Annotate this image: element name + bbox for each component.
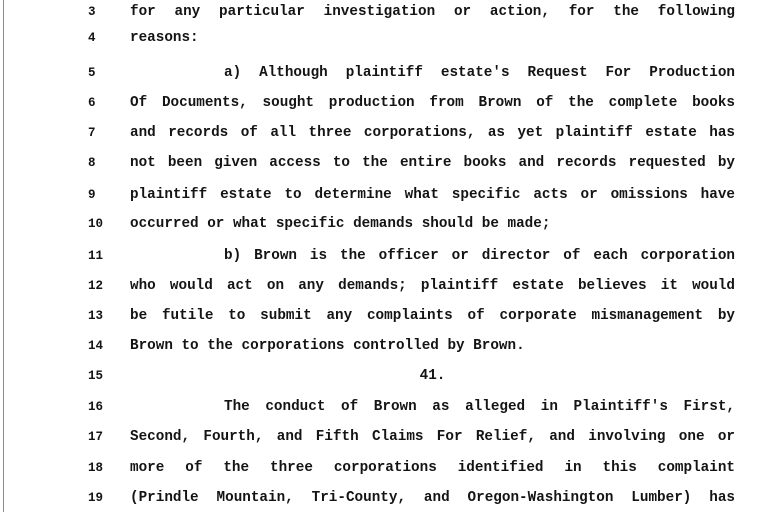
- line-number: 3: [88, 5, 96, 19]
- line-number: 13: [88, 309, 104, 323]
- line-text: Brown to the corporations controlled by Brown.: [130, 338, 525, 354]
- line-number: 14: [88, 339, 104, 353]
- pleading-line-5: [0, 61, 768, 85]
- line-text: and records of all three corporations, as yet plaintiff estate has: [130, 125, 735, 141]
- pleading-line-18: [0, 456, 768, 480]
- line-number: 12: [88, 279, 104, 293]
- line-number: 18: [88, 461, 104, 475]
- line-text: Of Documents, sought production from Brown of the complete books: [130, 95, 735, 111]
- pleading-line-13: [0, 304, 768, 328]
- line-text: reasons:: [130, 30, 199, 46]
- line-number: 8: [88, 156, 96, 170]
- line-number: 11: [88, 249, 104, 263]
- line-text: be futile to submit any complaints of corporate mismanagement by: [130, 308, 735, 324]
- pleading-line-12: [0, 274, 768, 298]
- paragraph-number: 41.: [419, 368, 446, 384]
- pleading-line-16: [0, 395, 768, 419]
- line-text: plaintiff estate to determine what specific acts or omissions have: [130, 187, 735, 203]
- pleading-line-6: [0, 91, 768, 115]
- pleading-line-9: [0, 183, 768, 207]
- pleading-line-19: [0, 486, 768, 510]
- line-number: 10: [88, 217, 104, 231]
- line-number: 17: [88, 430, 104, 444]
- pleading-line-15: [0, 364, 768, 388]
- line-text: The conduct of Brown as alleged in Plaintiff's First,: [224, 399, 735, 415]
- line-number: 15: [88, 369, 104, 383]
- pleading-line-8: [0, 151, 768, 175]
- line-text: occurred or what specific demands should be made;: [130, 216, 551, 232]
- line-text: (Prindle Mountain, Tri-County, and Oregon-Washington Lumber) has: [130, 490, 735, 506]
- line-number: 9: [88, 188, 96, 202]
- line-text: a) Although plaintiff estate's Request For Production: [224, 65, 735, 81]
- pleading-line-14: [0, 334, 768, 358]
- pleading-line-4: [0, 26, 768, 50]
- line-text: for any particular investigation or action, for the following: [130, 4, 735, 20]
- line-text: b) Brown is the officer or director of each corporation: [224, 248, 735, 264]
- line-number: 19: [88, 491, 104, 505]
- pleading-line-11: [0, 244, 768, 268]
- pleading-line-3: [0, 0, 768, 24]
- line-number: 5: [88, 66, 96, 80]
- pleading-line-17: [0, 425, 768, 449]
- line-text: not been given access to the entire books and records requested by: [130, 155, 735, 171]
- line-number: 4: [88, 31, 96, 45]
- line-text: more of the three corporations identified in this complaint: [130, 460, 735, 476]
- pleading-line-10: [0, 212, 768, 236]
- line-number: 6: [88, 96, 96, 110]
- pleading-line-7: [0, 121, 768, 145]
- line-text: Second, Fourth, and Fifth Claims For Relief, and involving one or: [130, 429, 735, 445]
- line-number: 16: [88, 400, 104, 414]
- line-number: 7: [88, 126, 96, 140]
- line-text: who would act on any demands; plaintiff estate believes it would: [130, 278, 735, 294]
